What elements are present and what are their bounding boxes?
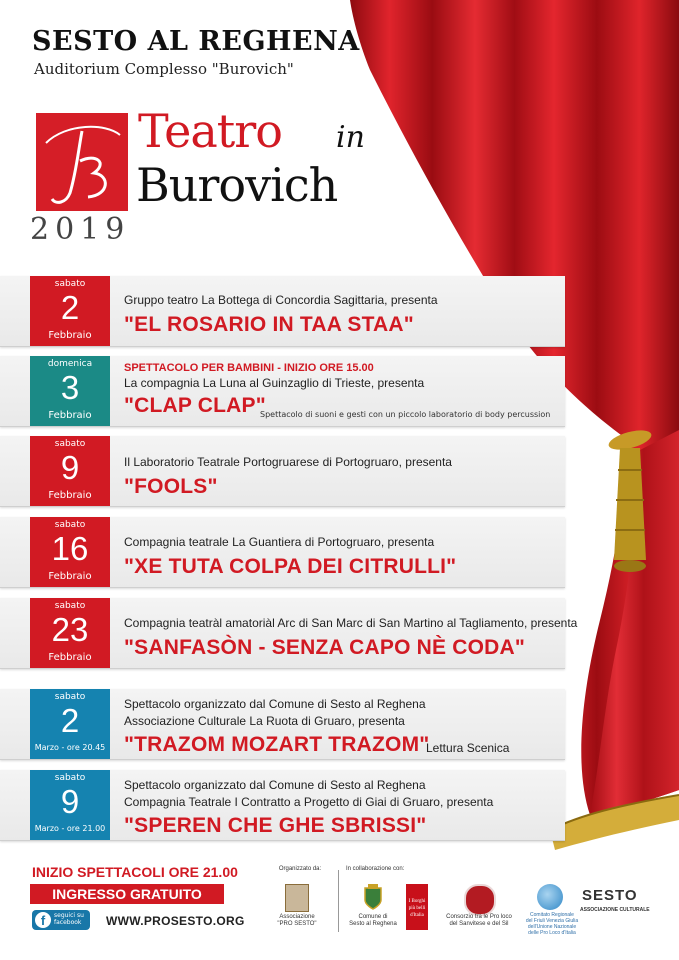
show-title: "CLAP CLAP" — [124, 394, 266, 417]
day-of-week: sabato — [54, 520, 86, 530]
day-number: 2 — [60, 702, 80, 739]
day-of-week: sabato — [54, 601, 86, 611]
show-note: Lettura Scenica — [426, 741, 510, 755]
day-of-week: sabato — [54, 439, 86, 449]
month-label: Febbraio — [48, 410, 92, 421]
show-title: "XE TUTA COLPA DEI CITRULLI" — [124, 555, 457, 578]
date-box — [30, 517, 110, 587]
comune-crest-icon — [364, 884, 382, 910]
company-line: Compagnia Teatrale I Contratto a Progetto di Giai di Gruaro, presenta — [124, 795, 494, 809]
website-link[interactable]: WWW.PROSESTO.ORG — [106, 914, 245, 928]
day-number: 9 — [60, 449, 80, 486]
company-line: Gruppo teatro La Bottega di Concordia Sagittaria, presenta — [124, 293, 438, 307]
event-row — [0, 276, 565, 347]
facebook-line2: facebook — [54, 919, 82, 926]
consorzio-logo — [464, 884, 496, 916]
divider — [338, 870, 339, 932]
organized-by-label: Organizzato da: — [278, 866, 322, 872]
title-teatro: Teatro — [138, 104, 282, 158]
show-title: "SANFASÒN - SENZA CAPO NÈ CODA" — [124, 636, 526, 659]
pro-sesto-name: Associazione "PRO SESTO" — [277, 914, 317, 927]
event-row — [0, 436, 565, 507]
show-note: Spettacolo di suoni e gesti con un piccolo laboratorio di body percussion — [260, 410, 551, 419]
pro-sesto-logo — [285, 884, 309, 912]
month-label: Febbraio — [48, 571, 92, 582]
collaboration-label: In collaborazione con: — [346, 866, 405, 872]
date-box — [30, 276, 110, 346]
start-time-notice: INIZIO SPETTACOLI ORE 21.00 — [32, 864, 238, 880]
teatro-burovich-logo — [36, 113, 128, 211]
free-entry-banner: INGRESSO GRATUITO — [30, 884, 224, 904]
title-burovich: Burovich — [136, 158, 338, 212]
month-label: Marzo - ore 21.00 — [34, 824, 106, 833]
title-in: in — [336, 120, 365, 155]
day-number: 9 — [60, 783, 80, 820]
show-title: "FOOLS" — [124, 475, 218, 498]
facebook-line1: seguici su — [54, 912, 84, 919]
date-box — [30, 436, 110, 506]
venue-subtitle: Auditorium Complesso "Burovich" — [34, 60, 294, 78]
event-row — [0, 770, 565, 841]
date-box — [30, 689, 110, 759]
date-box — [30, 770, 110, 840]
event-row — [0, 356, 565, 427]
globe-icon — [537, 884, 563, 910]
event-row — [0, 598, 578, 669]
day-of-week: sabato — [54, 279, 86, 289]
borghi-logo — [406, 884, 428, 930]
company-line: Compagnia teatràl amatoriàl Arc di San Marc di San Martino al Tagliamento, presenta — [124, 616, 578, 630]
company-line: La compagnia La Luna al Guinzaglio di Trieste, presenta — [124, 376, 425, 390]
date-box — [30, 356, 110, 426]
month-label: Febbraio — [48, 330, 92, 341]
month-label: Febbraio — [48, 652, 92, 663]
day-of-week: sabato — [54, 773, 86, 783]
comune-name: Comune di Sesto al Reghena — [349, 914, 397, 927]
event-row — [0, 689, 565, 760]
date-box — [30, 598, 110, 668]
year: 2019 — [30, 212, 131, 247]
month-label: Marzo - ore 20.45 — [34, 743, 106, 752]
facebook-badge[interactable] — [32, 910, 90, 930]
day-number: 3 — [60, 369, 80, 406]
town-title: SESTO AL REGHENA — [32, 26, 360, 57]
facebook-icon: f — [35, 912, 51, 928]
organizer-line: Spettacolo organizzato dal Comune di Sesto al Reghena — [124, 778, 426, 792]
show-title: "TRAZOM MOZART TRAZOM" — [124, 733, 430, 756]
company-line: Associazione Culturale La Ruota di Gruaro, presenta — [124, 714, 405, 728]
comitato-name: Comitato Regionale del Friuli Venezia Giulia dell'Unione Nazionale delle Pro Loco d'Italia — [525, 912, 579, 936]
day-of-week: domenica — [47, 359, 93, 369]
show-title: "EL ROSARIO IN TAA STAA" — [124, 313, 414, 336]
company-line: Il Laboratorio Teatrale Portogruarese di Portogruaro, presenta — [124, 455, 452, 469]
month-label: Febbraio — [48, 490, 92, 501]
company-line: Compagnia teatrale La Guantiera di Portogruaro, presenta — [124, 535, 435, 549]
show-title: "SPEREN CHE GHE SBRISSI" — [124, 814, 427, 837]
sesto-brand: SESTO — [582, 887, 638, 904]
day-number: 16 — [51, 530, 89, 567]
consorzio-name: Consorzio tra le Pro loco del Sanvitese e del Sil — [446, 914, 512, 927]
special-notice: SPETTACOLO PER BAMBINI - INIZIO ORE 15.00 — [124, 362, 374, 374]
sesto-sub: ASSOCIAZIONE CULTURALE — [580, 907, 650, 913]
day-number: 23 — [51, 611, 89, 648]
day-of-week: sabato — [54, 692, 86, 702]
organizer-line: Spettacolo organizzato dal Comune di Sesto al Reghena — [124, 697, 426, 711]
borghi-label: I Borghi più belli d'Italia — [408, 899, 426, 918]
day-number: 2 — [60, 289, 80, 326]
event-row — [0, 517, 565, 588]
